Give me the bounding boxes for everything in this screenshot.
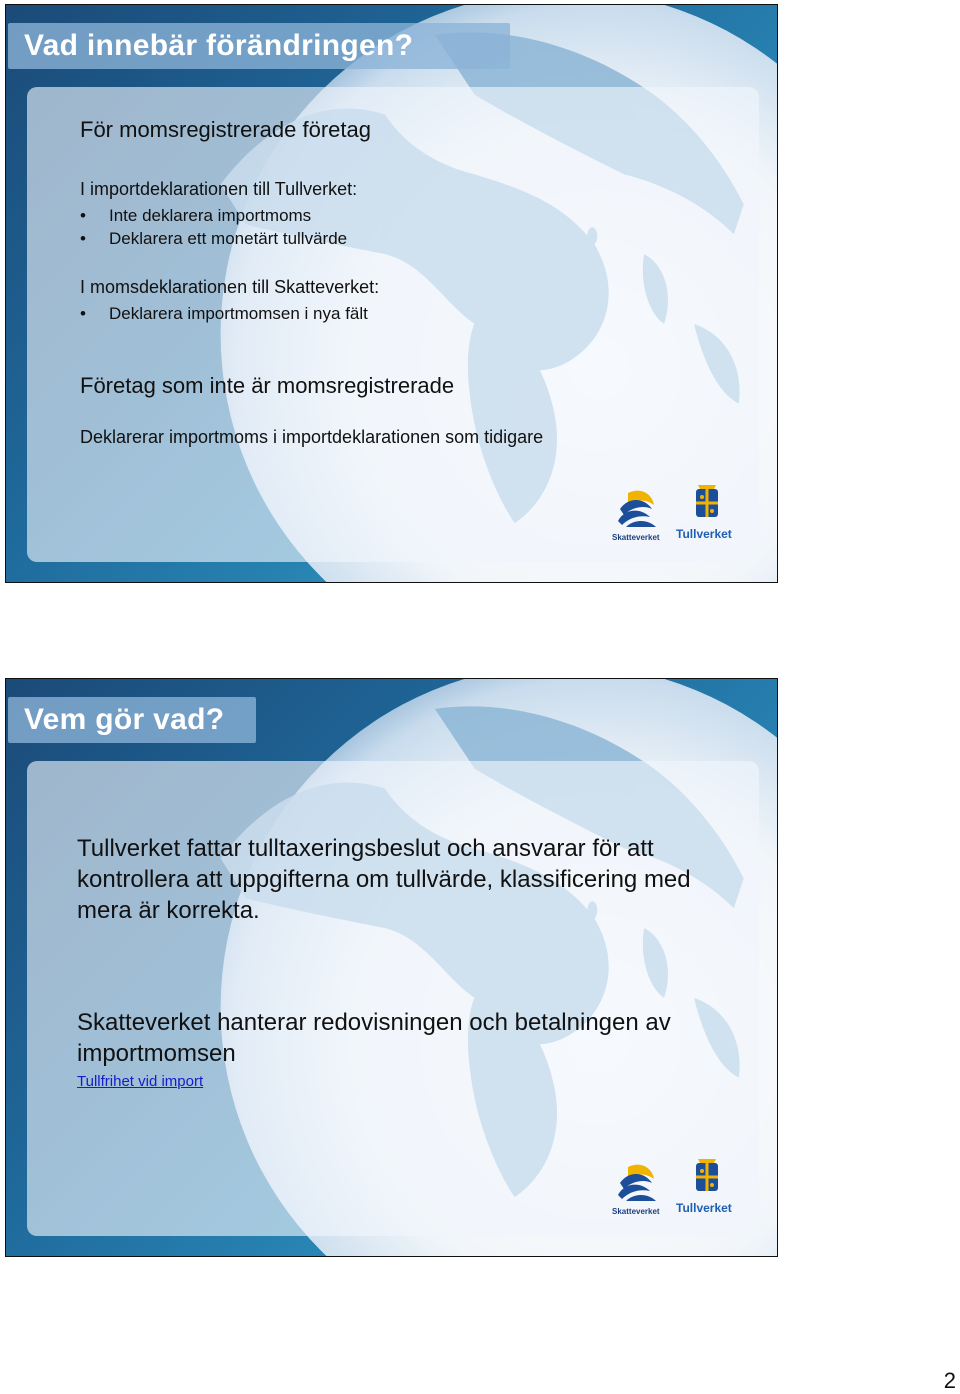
- duty-free-import-link[interactable]: Tullfrihet vid import: [77, 1073, 204, 1090]
- slide-2: [5, 678, 778, 1257]
- bullet-item: • Inte deklarera importmoms: [109, 206, 311, 226]
- slide-title-box: [8, 23, 510, 69]
- skatteverket-logo-text: Skatteverket: [612, 1207, 660, 1216]
- skatteverket-responsibility-text: Skatteverket hanterar redovisningen och betalningen av importmomsen: [77, 1009, 671, 1067]
- tullverket-logo-text: Tullverket: [676, 1201, 732, 1215]
- section-heading-unregistered: Företag som inte är momsregistrerade: [80, 373, 455, 398]
- bullet-item: • Deklarera importmomsen i nya fält: [109, 304, 368, 324]
- skatteverket-logo-icon: [618, 491, 656, 527]
- agency-logos: [610, 1157, 740, 1217]
- tullverket-logo-text: Tullverket: [676, 527, 732, 541]
- section-heading-registered: För momsregistrerade företag: [80, 117, 371, 142]
- customs-declaration-label: I importdeklarationen till Tullverket:: [80, 179, 358, 199]
- slide-title: Vem gör vad?: [24, 703, 225, 736]
- bullet-item: • Deklarera ett monetärt tullvärde: [109, 229, 347, 249]
- slide-title-box: [8, 697, 256, 743]
- tullverket-crest-icon: [696, 1159, 718, 1191]
- page-number: 2: [943, 1368, 956, 1393]
- skatteverket-logo-icon: [618, 1165, 656, 1201]
- unregistered-description: Deklarerar importmoms i importdeklarationen som tidigare: [80, 427, 544, 447]
- vat-declaration-label: I momsdeklarationen till Skatteverket:: [80, 277, 380, 297]
- slide-1: [5, 4, 778, 583]
- tullverket-responsibility-text: Tullverket fattar tulltaxeringsbeslut och ansvarar för att kontrollera att uppgifterna om tullvärde, klassificering med mera är korrekta.: [77, 835, 691, 924]
- agency-logos: [610, 483, 740, 543]
- tullverket-crest-icon: [696, 485, 718, 517]
- slide-title: Vad innebär förändringen?: [24, 29, 414, 62]
- skatteverket-logo-text: Skatteverket: [612, 533, 660, 542]
